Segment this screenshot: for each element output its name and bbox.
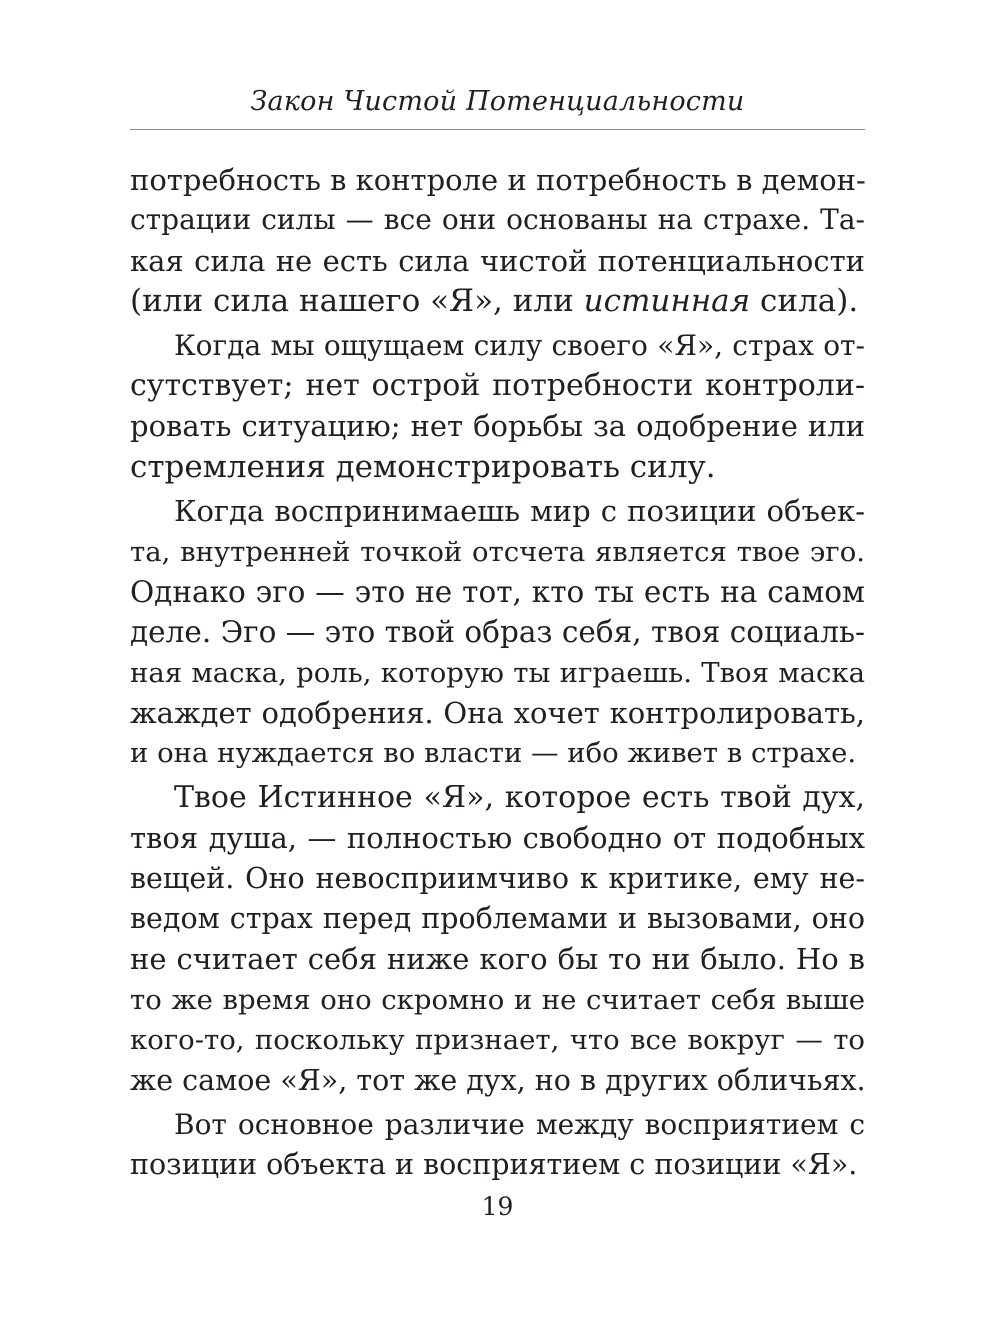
text-line: страции силы — все они основаны на страхе. Та- xyxy=(130,203,865,237)
text-line: жаждет одобрения. Она хочет контролировать, xyxy=(130,696,865,731)
text-line: Однако эго — это не тот, кто ты есть на самом xyxy=(130,574,865,609)
text-line: кая сила не есть сила чистой потенциальности xyxy=(130,243,865,278)
text-line: деле. Эго — это твой образ себя, твоя социаль- xyxy=(130,615,865,650)
text-line: ная маска, роль, которую ты играешь. Твоя маска xyxy=(130,656,865,689)
paragraph xyxy=(130,326,865,488)
text-line: ведом страх перед проблемами и вызовами, оно xyxy=(130,902,865,936)
paragraph xyxy=(130,491,865,774)
text-run: сила). xyxy=(750,283,859,320)
text-line: Твое Истинное «Я», которое есть твой дух, xyxy=(174,779,865,815)
text-line: та, внутренней точкой отсчета является твое эго. xyxy=(130,535,865,568)
paragraph xyxy=(130,160,865,322)
text-line: стремления демонстрировать силу. xyxy=(130,448,716,485)
text-line: не считает себя ниже кого бы то ни было. Но в xyxy=(130,942,865,977)
text-line xyxy=(130,281,865,321)
paragraph xyxy=(130,1105,865,1186)
text-line: же самое «Я», тот же дух, но в других обличьях. xyxy=(130,1063,866,1097)
text-line: Вот основное различие между восприятием с xyxy=(174,1107,865,1141)
text-line: то же время оно скромно и не считает себя выше xyxy=(130,983,865,1016)
page-number: 19 xyxy=(481,1192,514,1221)
body-text xyxy=(130,160,865,1186)
emphasis-text: истинная xyxy=(583,283,751,320)
text-line: сутствует; нет острой потребности контроли- xyxy=(130,367,865,403)
text-line: ровать ситуацию; нет борьбы за одобрение или xyxy=(130,409,865,444)
paragraph xyxy=(130,778,865,1101)
running-head-title: Закон Чистой Потенциальности xyxy=(250,86,745,117)
text-line: Когда воспринимаешь мир с позиции объек- xyxy=(174,494,865,529)
text-line: твоя душа, — полностью свободно от подобных xyxy=(130,821,865,856)
text-line: и она нуждается во власти — ибо живет в страхе. xyxy=(130,737,857,770)
text-line: Когда мы ощущаем силу своего «Я», страх от- xyxy=(174,328,865,362)
header-divider xyxy=(130,129,865,130)
text-line: кого-то, поскольку признает, что все вокруг — то xyxy=(130,1024,865,1057)
text-run: (или сила нашего «Я», или xyxy=(130,283,584,320)
text-line: позиции объекта и восприятием с позиции «Я». xyxy=(130,1148,858,1182)
text-line: потребность в контроле и потребность в демон- xyxy=(130,163,866,197)
text-line: вещей. Оно невосприимчиво к критике, ему не- xyxy=(130,861,865,895)
